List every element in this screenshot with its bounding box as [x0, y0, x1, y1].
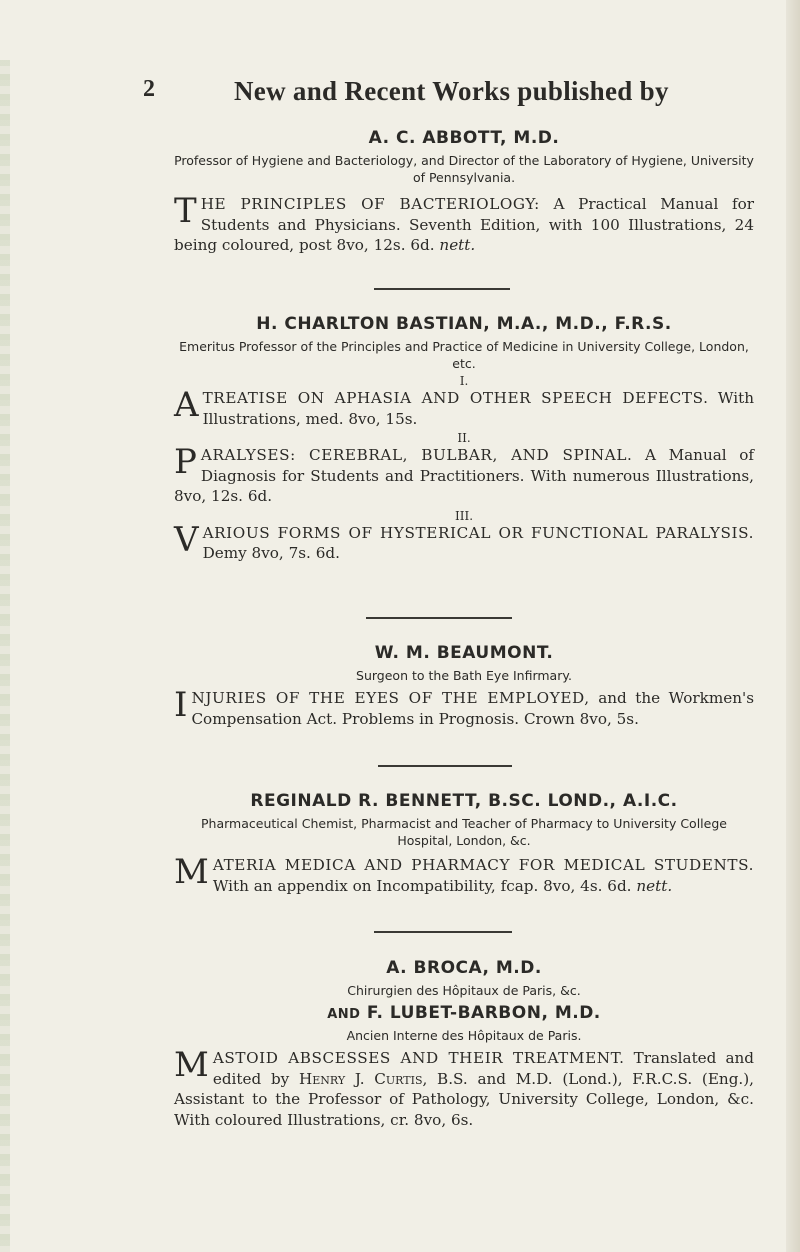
work-details: With an appendix on Incompatibility, fcap. 8vo, 4s. 6d. [212, 876, 632, 895]
page-fore-edge [786, 0, 800, 1252]
page-binding-edge [0, 60, 10, 1252]
section-broca [174, 958, 754, 1130]
co-author-description: Ancien Interne des Hôpitaux de Paris. [346, 1028, 582, 1043]
drop-initial: M [174, 1045, 209, 1085]
author-name: A. C. ABBOTT, M.D. [368, 128, 560, 148]
author-description: Pharmaceutical Chemist, Pharmacist and Teacher of Pharmacy to University College Hospital, London, &c. [201, 816, 727, 848]
author-description: Emeritus Professor of the Principles and Practice of Medicine in University College, London, etc. [179, 339, 749, 371]
section-bastian [174, 314, 754, 564]
co-author-line [174, 1003, 754, 1023]
work-numeral: III. [454, 508, 474, 523]
work-entry [174, 1045, 755, 1130]
and-prefix: AND [327, 1007, 361, 1022]
section-beaumont [174, 643, 754, 729]
work-details: and the Workmen's Compensation Act. Problems in Prognosis. Crown 8vo, 5s. [191, 689, 754, 728]
work-title: ARALYSES: CEREBRAL, BULBAR, AND SPINAL. [200, 446, 633, 464]
work-details: With Illustrations, med. 8vo, 15s. [202, 389, 754, 428]
author-description: Chirurgien des Hôpitaux de Paris, &c. [347, 983, 581, 998]
translator-name: Henry J. Curtis [298, 1069, 423, 1088]
work-title: TREATISE ON APHASIA AND OTHER SPEECH DEFECTS. [202, 389, 709, 407]
work-title: ASTOID ABSCESSES AND THEIR TREATMENT. [212, 1049, 625, 1067]
drop-initial: M [174, 852, 209, 892]
author-name: H. CHARLTON BASTIAN, M.A., M.D., F.R.S. [256, 314, 672, 334]
author-name: REGINALD R. BENNETT, B.SC. LOND., A.I.C. [250, 791, 678, 811]
work-details-prefix: Translated and edited by [212, 1049, 755, 1088]
work-details: Demy 8vo, 7s. 6d. [202, 544, 340, 562]
drop-initial: A [174, 385, 199, 425]
price-note: nett. [636, 876, 673, 895]
page-number: 2 [143, 76, 155, 102]
work-title: HE PRINCIPLES OF BACTERIOLOGY: [200, 195, 540, 213]
work-entry [174, 852, 754, 896]
section-bennett [174, 791, 754, 896]
work-entry [174, 519, 754, 564]
author-description: Professor of Hygiene and Bacteriology, and Director of the Laboratory of Hygiene, University of Pennsylvania. [174, 153, 754, 185]
author-name: A. BROCA, M.D. [386, 958, 542, 978]
drop-initial: V [174, 519, 199, 560]
work-title: NJURIES OF THE EYES OF THE EMPLOYED, [191, 689, 590, 707]
section-divider [366, 617, 512, 619]
running-head [0, 76, 800, 110]
co-author-name: F. LUBET-BARBON, M.D. [366, 1003, 601, 1023]
section-divider [374, 931, 512, 933]
author-name: W. M. BEAUMONT. [374, 643, 554, 663]
price-note: nett. [439, 236, 476, 254]
section-divider [378, 765, 512, 767]
work-title: ARIOUS FORMS OF HYSTERICAL OR FUNCTIONAL PARALYSIS. [202, 523, 754, 542]
work-entry [174, 685, 754, 729]
section-divider [374, 288, 510, 290]
running-head-title: New and Recent Works published by [234, 76, 669, 106]
work-entry [174, 442, 754, 507]
drop-initial: T [174, 191, 197, 231]
work-title: ATERIA MEDICA AND PHARMACY FOR MEDICAL STUDENTS. [212, 856, 754, 874]
work-entry [174, 385, 754, 429]
work-entry [174, 191, 754, 256]
work-details: A Manual of Diagnosis for Students and Practitioners. With numerous Illustrations, 8vo, 12s. 6d. [174, 446, 754, 505]
section-abbott [174, 128, 754, 256]
author-description: Surgeon to the Bath Eye Infirmary. [356, 668, 572, 683]
work-details: , B.S. and M.D. (Lond.), F.R.C.S. (Eng.), Assistant to the Professor of Pathology, University College, London, &c. With coloured Illustrations, cr. 8vo, 6s. [174, 1069, 754, 1129]
work-numeral: I. [459, 374, 469, 388]
work-details: A Practical Manual for Students and Physicians. Seventh Edition, with 100 Illustrations, 24 being coloured, post 8vo, 12s. 6d. [174, 195, 754, 254]
work-numeral: II. [457, 431, 471, 445]
drop-initial: I [174, 685, 188, 725]
drop-initial: P [174, 442, 197, 482]
